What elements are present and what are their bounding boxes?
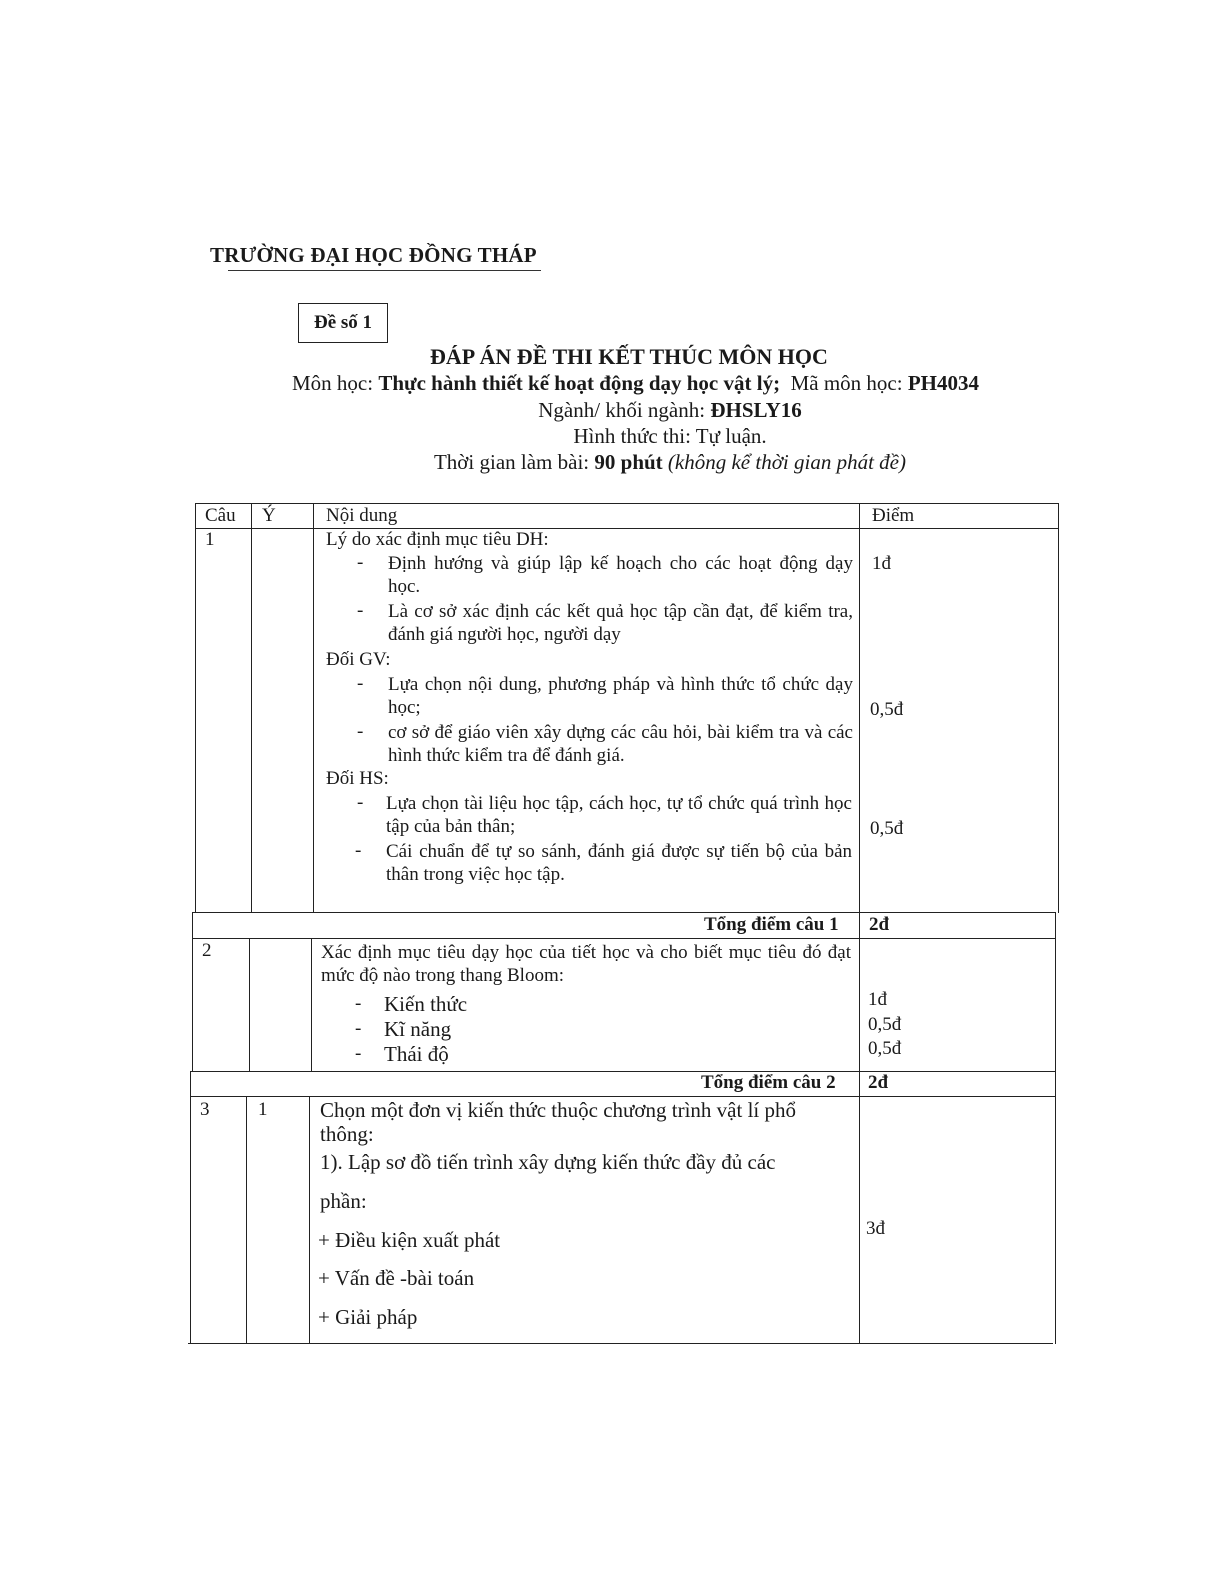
q1-bullet-6: Cái chuẩn để tự so sánh, đánh giá được sự tiến bộ của bản thân trong việc học tập. (386, 841, 852, 885)
q1-bullet-2: Là cơ sở xác định các kết quả học tập cần đạt, để kiểm tra, đánh giá người học, người dạy (388, 601, 853, 645)
table-left-border-1 (195, 503, 196, 913)
q1-bullet-dash: - (355, 840, 362, 861)
table-header-divider (195, 528, 1058, 529)
q1-hs-label: Đối HS: (326, 768, 389, 789)
table-right-border-2 (1055, 912, 1056, 1344)
q1-bullet-4: cơ sở để giáo viên xây dựng các câu hỏi, bài kiểm tra và các hình thức kiểm tra để đánh giá. (388, 722, 853, 766)
time-line (190, 450, 1150, 475)
school-name: TRƯỜNG ĐẠI HỌC ĐỒNG THÁP (210, 243, 537, 267)
q3-score: 3đ (866, 1218, 885, 1239)
q1-bullet-1: Định hướng và giúp lập kế hoạch cho các hoạt động dạy học. (388, 553, 853, 597)
q3-line-7: + Giải pháp (318, 1305, 418, 1329)
time-label: Thời gian làm bài: (433, 450, 595, 474)
q1-bullet-3: Lựa chọn nội dung, phương pháp và hình thức tổ chức dạy học; (388, 674, 853, 718)
q1-bottom-divider (192, 912, 1056, 913)
q2-bullet-dash: - (355, 1018, 362, 1039)
q3-line-6: + Vấn đề -bài toán (318, 1266, 475, 1290)
header-item: Ý (262, 505, 276, 526)
time-note: (không kể thời gian phát đề) (667, 450, 906, 474)
table-left-border-2 (192, 912, 193, 1072)
table-left-border-3 (190, 1071, 191, 1344)
header-content: Nội dung (326, 505, 398, 526)
q1-score-3: 0,5đ (870, 818, 904, 839)
q3-line-1: Chọn một đơn vị kiến thức thuộc chương trình vật lí phổ (320, 1098, 797, 1122)
q1-bullet-dash: - (357, 792, 364, 813)
q1-gv-label: Đối GV: (326, 649, 391, 670)
q1-bullet-dash: - (357, 552, 364, 573)
table-border-top (195, 503, 1058, 504)
table-right-border-1 (1058, 503, 1059, 913)
q3-line-4: phần: (320, 1189, 367, 1213)
major-label: Ngành/ khối ngành: (538, 398, 711, 422)
q1-bullet-dash: - (357, 600, 364, 621)
q1-score-1: 1đ (872, 553, 891, 574)
q1-total-divider (192, 938, 1056, 939)
q2-bullet-2: Kĩ năng (384, 1017, 452, 1041)
q1-bullet-dash: - (357, 721, 364, 742)
header-score: Điểm (872, 505, 915, 526)
q2-intro: Xác định mục tiêu dạy học của tiết học và cho biết mục tiêu đó đạt mức độ nào trong thang Bloom: (321, 942, 851, 986)
subject-name: Thực hành thiết kế hoạt động dạy học vật lý; (378, 371, 781, 395)
col-divider-b2 (311, 938, 312, 1072)
subject-code: PH4034 (907, 371, 979, 395)
major-line (190, 398, 1150, 423)
q3-item: 1 (258, 1099, 268, 1120)
subject-code-label: Mã môn học: (790, 371, 908, 395)
q2-total-score: 2đ (868, 1072, 889, 1093)
exam-number-box: Đề số 1 (298, 303, 388, 343)
q2-bullet-dash: - (355, 1043, 362, 1064)
col-divider-b1 (313, 503, 314, 913)
school-underline (228, 270, 541, 271)
col-divider-a1 (251, 503, 252, 913)
q2-total-divider (190, 1096, 1055, 1097)
q3-line-2: thông: (320, 1122, 374, 1146)
header-question: Câu (205, 505, 236, 526)
col-divider-a2 (249, 938, 250, 1072)
time-value: 90 phút (594, 450, 663, 474)
col-divider-b3 (309, 1096, 310, 1344)
q1-bullet-dash: - (357, 673, 364, 694)
q3-number: 3 (200, 1099, 210, 1120)
q2-bullet-dash: - (355, 993, 362, 1014)
q1-score-2: 0,5đ (870, 699, 904, 720)
subject-line (292, 371, 1052, 396)
q2-number: 2 (202, 940, 212, 961)
q1-total-score: 2đ (869, 914, 890, 935)
q2-bullet-1: Kiến thức (384, 992, 468, 1016)
document-title: ĐÁP ÁN ĐỀ THI KẾT THÚC MÔN HỌC (430, 344, 828, 369)
q2-bullet-3: Thái độ (384, 1042, 449, 1066)
q3-line-5: + Điều kiện xuất phát (318, 1228, 501, 1252)
q2-bottom-divider (190, 1071, 1055, 1072)
q2-score-2: 0,5đ (868, 1014, 902, 1035)
col-divider-a3 (246, 1096, 247, 1344)
exam-form: Hình thức thi: Tự luận. (573, 424, 767, 448)
q2-total-label: Tổng điểm câu 2 (701, 1072, 836, 1093)
q1-number: 1 (205, 529, 215, 550)
q1-bullet-5: Lựa chọn tài liệu học tập, cách học, tự tổ chức quá trình học tập của bản thân; (386, 793, 852, 837)
major-code: ĐHSLY16 (710, 398, 802, 422)
col-divider-c (859, 503, 860, 1344)
subject-label: Môn học: (292, 371, 379, 395)
q2-score-1: 1đ (868, 989, 887, 1010)
table-border-bottom (188, 1343, 1053, 1344)
q2-score-3: 0,5đ (868, 1038, 902, 1059)
q3-line-3: 1). Lập sơ đồ tiến trình xây dựng kiến thức đầy đủ các (320, 1150, 776, 1174)
q1-intro: Lý do xác định mục tiêu DH: (326, 529, 549, 550)
q1-total-label: Tổng điểm câu 1 (704, 914, 839, 935)
